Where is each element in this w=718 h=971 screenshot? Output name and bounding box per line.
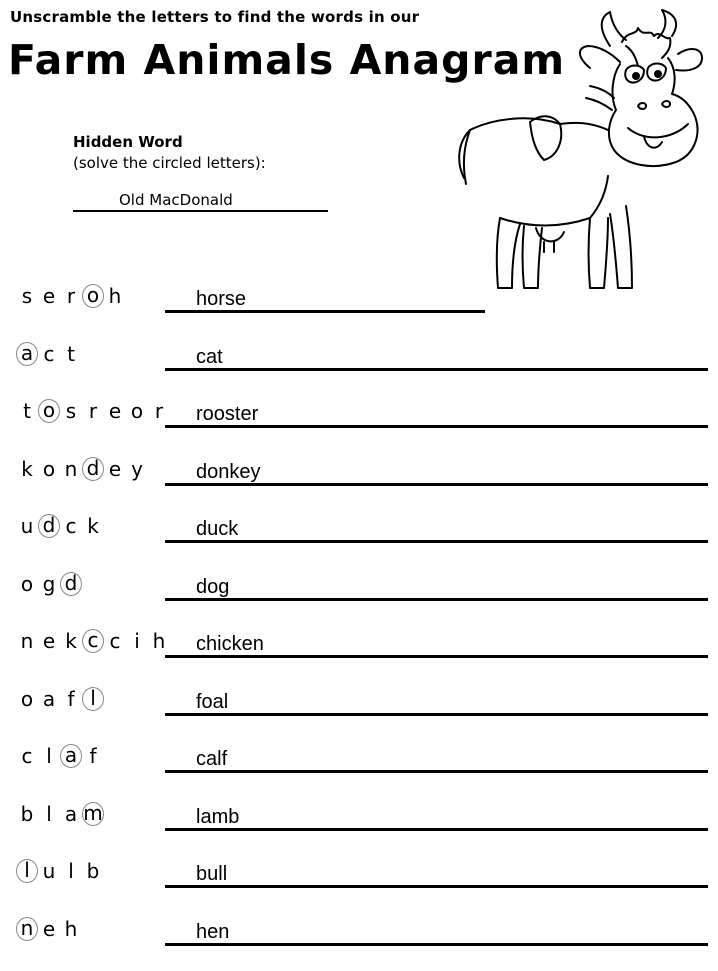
circled-letter: c bbox=[82, 629, 104, 653]
letter: f bbox=[89, 744, 97, 768]
hidden-word-label: Hidden Word bbox=[73, 133, 183, 151]
circled-letter: l bbox=[82, 687, 104, 711]
puzzle-row bbox=[0, 627, 718, 683]
circled-letter: a bbox=[60, 744, 82, 768]
answer-line[interactable] bbox=[165, 713, 708, 716]
answer-text: bull bbox=[196, 863, 228, 885]
scrambled-letters bbox=[16, 284, 126, 308]
scrambled-letters bbox=[16, 514, 104, 538]
scrambled-letters bbox=[16, 802, 104, 826]
circled-letter: o bbox=[82, 284, 104, 308]
circled-letter: m bbox=[83, 800, 103, 825]
letter: n bbox=[20, 629, 34, 653]
answer-line[interactable] bbox=[165, 885, 708, 888]
answer-text: cat bbox=[196, 345, 223, 368]
hidden-word-instruction: (solve the circled letters): bbox=[73, 154, 266, 172]
intro-text: Unscramble the letters to find the words in our bbox=[10, 8, 420, 26]
scrambled-letters bbox=[16, 744, 104, 768]
letter: e bbox=[42, 284, 56, 308]
circled-letter: d bbox=[60, 572, 82, 596]
answer-line[interactable] bbox=[165, 943, 708, 946]
letter: o bbox=[130, 399, 144, 423]
letter: s bbox=[65, 399, 77, 423]
hidden-word-answer: Old MacDonald bbox=[119, 191, 233, 209]
letter: b bbox=[86, 859, 100, 883]
letter: a bbox=[64, 801, 78, 826]
letter: i bbox=[134, 629, 140, 653]
circled-letter: a bbox=[16, 342, 38, 366]
letter: c bbox=[65, 514, 77, 538]
answer-text: lamb bbox=[196, 805, 240, 828]
puzzle-row bbox=[0, 857, 718, 913]
circled-letter: d bbox=[38, 514, 60, 538]
letter: r bbox=[88, 399, 98, 423]
letter: r bbox=[66, 284, 76, 308]
letter: o bbox=[20, 571, 34, 596]
puzzle-row bbox=[0, 455, 718, 511]
letter: l bbox=[46, 801, 52, 826]
letter: c bbox=[43, 341, 55, 366]
answer-text: hen bbox=[196, 920, 230, 943]
letter: h bbox=[108, 284, 122, 308]
answer-text: foal bbox=[196, 690, 229, 713]
letter: e bbox=[108, 456, 122, 481]
letter: g bbox=[42, 571, 56, 596]
scrambled-letters bbox=[16, 917, 82, 941]
scrambled-letters bbox=[16, 572, 82, 596]
letter: a bbox=[42, 686, 56, 711]
puzzle-row bbox=[0, 397, 718, 453]
letter: h bbox=[64, 916, 78, 941]
scrambled-letters bbox=[16, 629, 170, 653]
letter: k bbox=[65, 629, 77, 653]
answer-text: donkey bbox=[196, 460, 261, 483]
circled-letter: l bbox=[16, 859, 38, 883]
answer-text: chicken bbox=[196, 633, 264, 655]
page-title: Farm Animals Anagram bbox=[8, 36, 566, 84]
puzzle-row bbox=[0, 742, 718, 798]
letter: u bbox=[20, 514, 34, 538]
scrambled-letters bbox=[16, 859, 104, 883]
letter: f bbox=[67, 686, 75, 711]
puzzle-row bbox=[0, 915, 718, 971]
cow-icon bbox=[440, 6, 715, 306]
letter: e bbox=[42, 916, 56, 941]
scrambled-letters bbox=[16, 399, 170, 423]
letter: t bbox=[23, 399, 31, 423]
answer-text: dog bbox=[196, 575, 230, 598]
letter: o bbox=[42, 456, 56, 481]
answer-text: horse bbox=[196, 288, 247, 310]
answer-line[interactable] bbox=[165, 770, 708, 773]
letter: o bbox=[20, 686, 34, 711]
letter: y bbox=[131, 456, 143, 481]
letter: k bbox=[21, 456, 33, 481]
answer-text: duck bbox=[196, 518, 239, 540]
scrambled-letters bbox=[16, 342, 82, 366]
letter: e bbox=[108, 399, 122, 423]
scrambled-letters bbox=[16, 687, 104, 711]
letter: u bbox=[42, 859, 56, 883]
scrambled-letters bbox=[16, 457, 148, 481]
answer-text: calf bbox=[196, 748, 228, 770]
circled-letter: o bbox=[38, 399, 60, 423]
circled-letter: n bbox=[16, 917, 38, 941]
letter: n bbox=[64, 456, 78, 481]
letter: b bbox=[20, 801, 34, 826]
letter: c bbox=[109, 629, 121, 653]
puzzle-row bbox=[0, 512, 718, 568]
letter: s bbox=[21, 284, 33, 308]
letter: l bbox=[46, 744, 52, 768]
puzzle-row bbox=[0, 282, 718, 338]
answer-text: rooster bbox=[196, 403, 259, 425]
hidden-word-answer-line[interactable] bbox=[73, 188, 328, 212]
letter: k bbox=[87, 514, 99, 538]
letter: l bbox=[68, 859, 74, 883]
puzzle-row bbox=[0, 800, 718, 856]
letter: h bbox=[152, 629, 166, 653]
letter: c bbox=[21, 744, 33, 768]
answer-line[interactable] bbox=[165, 540, 708, 543]
answer-line[interactable] bbox=[165, 368, 708, 371]
answer-line[interactable] bbox=[165, 828, 708, 831]
circled-letter: d bbox=[82, 457, 104, 481]
puzzle-row bbox=[0, 340, 718, 396]
answer-line[interactable] bbox=[165, 598, 708, 601]
puzzle-row bbox=[0, 685, 718, 741]
letter: r bbox=[154, 399, 164, 423]
letter: t bbox=[67, 341, 75, 366]
letter: e bbox=[42, 629, 56, 653]
puzzle-row bbox=[0, 570, 718, 626]
